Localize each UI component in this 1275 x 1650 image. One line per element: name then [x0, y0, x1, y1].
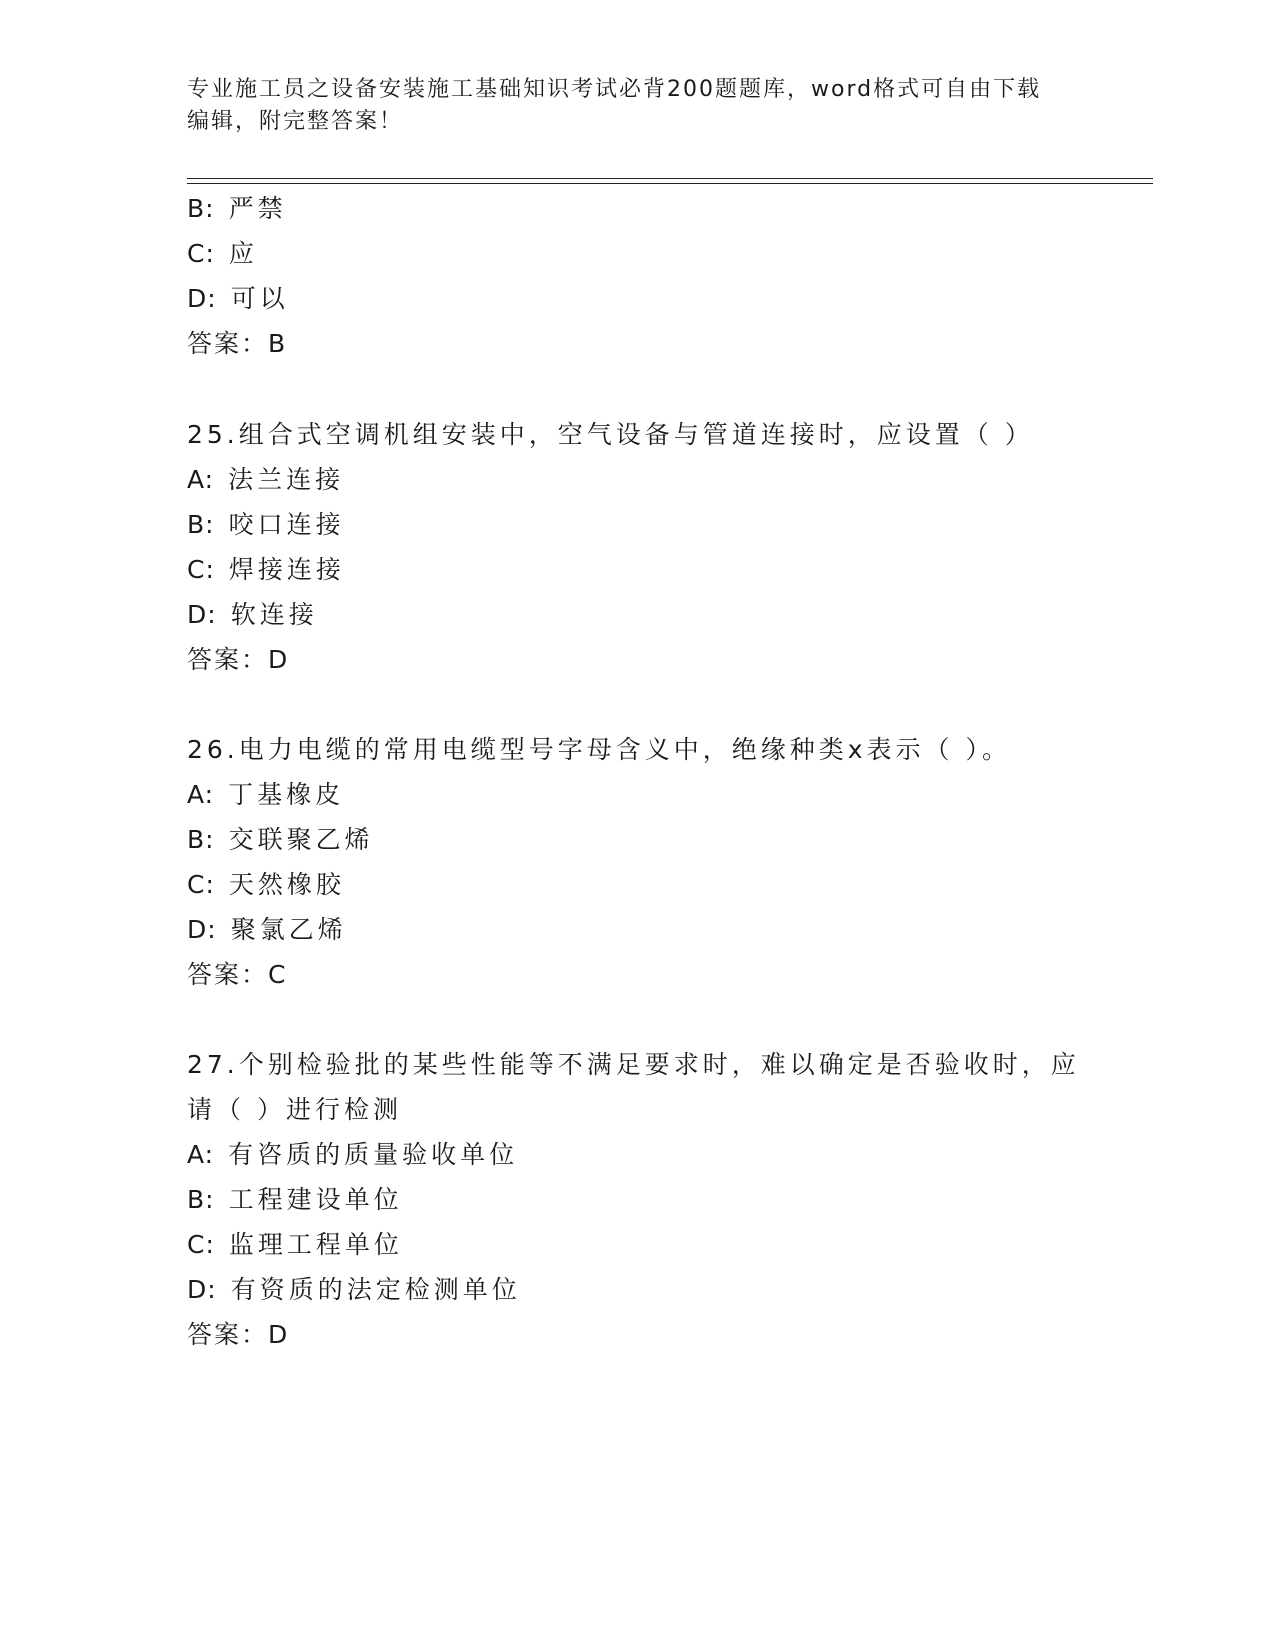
header-rule-bottom [187, 183, 1153, 184]
option-a: A: 丁基橡皮 [187, 780, 345, 809]
answer: 答案：B [187, 329, 288, 358]
option-b: B: 严禁 [187, 194, 287, 223]
document-header [187, 74, 1067, 138]
question-stem: 26.电力电缆的常用电缆型号字母含义中，绝缘种类x表示（ ）。 [187, 735, 1012, 764]
answer: 答案：D [187, 645, 290, 674]
question-stem: 25.组合式空调机组安装中，空气设备与管道连接时，应设置（ ） [187, 420, 1034, 449]
option-d: D: 聚氯乙烯 [187, 915, 347, 944]
answer: 答案：D [187, 1320, 290, 1349]
header-line-2: 编辑，附完整答案！ [187, 109, 404, 134]
option-b: B: 工程建设单位 [187, 1185, 403, 1214]
option-c: C: 监理工程单位 [187, 1230, 403, 1259]
answer: 答案：C [187, 960, 288, 989]
option-c: C: 天然橡胶 [187, 870, 345, 899]
option-a: A: 法兰连接 [187, 465, 345, 494]
question-stem: 27.个别检验批的某些性能等不满足要求时，难以确定是否验收时，应 [187, 1050, 1080, 1079]
header-line-1: 专业施工员之设备安装施工基础知识考试必背200题题库，word格式可自由下载 [187, 77, 1042, 102]
option-c: C: 应 [187, 239, 258, 268]
question-stem-continued: 请（ ）进行检测 [187, 1095, 402, 1124]
option-b: B: 交联聚乙烯 [187, 825, 374, 854]
option-d: D: 可以 [187, 284, 289, 313]
option-a: A: 有咨质的质量验收单位 [187, 1140, 519, 1169]
header-rule-top [187, 178, 1153, 179]
option-d: D: 有资质的法定检测单位 [187, 1275, 521, 1304]
option-d: D: 软连接 [187, 600, 318, 629]
option-c: C: 焊接连接 [187, 555, 345, 584]
option-b: B: 咬口连接 [187, 510, 345, 539]
